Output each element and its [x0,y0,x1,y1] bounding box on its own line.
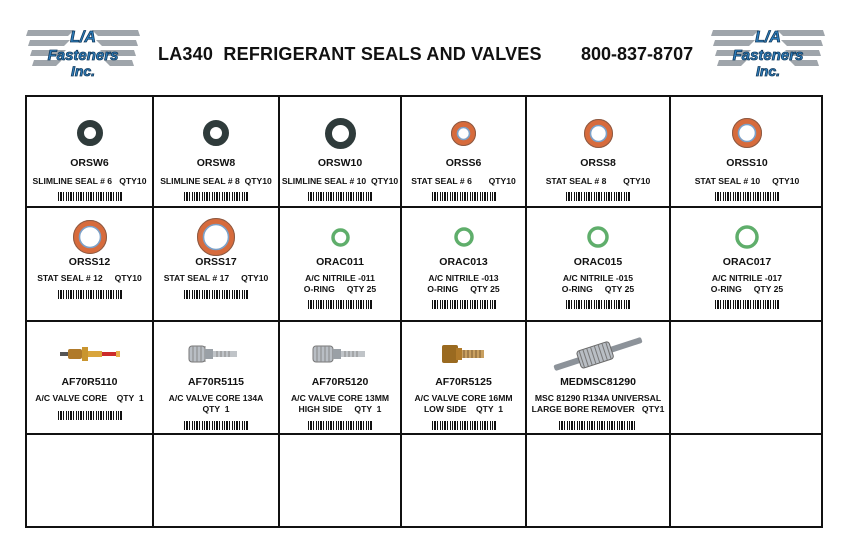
green-oring-icon [402,225,525,249]
part-description: STAT SEAL # 8 QTY10 [545,176,651,186]
stat-seal-icon [154,216,278,258]
part-number: AF70R5125 [435,376,492,388]
barcode [308,192,372,201]
part-description: A/C NITRILE -015 O-RING QTY 25 [561,273,635,294]
dark-oring-icon [27,118,152,148]
part-description: MSC 81290 R134A UNIVERSAL LARGE BORE REMOVER QTY1 [531,393,665,414]
part-description: SLIMLINE SEAL # 8 QTY10 [160,176,272,186]
product-cell [527,322,669,433]
part-number: ORSW10 [317,157,363,169]
part-number: ORAC015 [573,256,623,268]
part-number: ORSS8 [580,157,616,169]
valve-core-134a-icon [154,334,278,374]
stat-seal-icon [527,117,669,150]
part-number: ORAC011 [316,256,364,268]
product-cell [402,322,525,433]
part-description: STAT SEAL # 6 QTY10 [411,176,516,186]
part-number: MEDMSC81290 [560,376,636,388]
part-description: A/C VALVE CORE 16MM LOW SIDE QTY 1 [414,393,513,414]
stat-seal-icon [671,116,823,150]
product-cell [154,208,278,320]
part-number: ORSS10 [726,157,768,169]
green-oring-icon [280,226,400,249]
product-cell [527,97,669,206]
barcode [58,411,122,420]
product-cell [154,322,278,433]
part-description: STAT SEAL # 10 QTY10 [694,176,800,186]
barcode [566,192,630,201]
barcode [715,192,779,201]
part-number: ORAC013 [439,256,488,268]
part-description: STAT SEAL # 12 QTY10 [37,273,142,283]
green-oring-icon [671,223,823,251]
product-cell [280,97,400,206]
barcode [308,300,372,309]
svg-text:Inc.: Inc. [70,63,96,79]
part-number: ORSS12 [68,256,111,268]
dark-oring-icon [154,118,278,148]
svg-text:L/A: L/A [755,29,781,46]
svg-text:Fasteners: Fasteners [732,47,804,64]
barcode [432,421,496,430]
barcode [308,421,372,430]
part-description: A/C VALVE CORE 134A QTY 1 [168,393,264,414]
part-number: ORAC017 [722,256,772,268]
barcode [58,192,122,201]
grid-divider [27,433,821,435]
barcode [559,421,637,430]
barcode [432,192,496,201]
product-cell [280,208,400,320]
barcode [184,290,248,299]
green-oring-icon [527,224,669,250]
part-description: A/C NITRILE -017 O-RING QTY 25 [710,273,784,294]
la-fasteners-logo-left [24,22,142,94]
barcode [432,300,496,309]
product-cell [402,97,525,206]
barcode [184,192,248,201]
dark-oring-icon [280,116,400,151]
part-description: SLIMLINE SEAL # 10 QTY10 [281,176,399,186]
svg-text:Fasteners: Fasteners [47,47,119,64]
product-cell [27,322,152,433]
svg-text:Inc.: Inc. [755,63,781,79]
page-title: LA340 REFRIGERANT SEALS AND VALVES [158,44,542,64]
barcode [566,300,630,309]
product-cell [671,97,823,206]
part-description: STAT SEAL # 17 QTY10 [163,273,269,283]
valve-core-16mm-icon [402,334,525,374]
part-number: AF70R5120 [311,376,369,388]
part-number: ORSS17 [195,256,237,268]
svg-text:L/A: L/A [70,29,96,46]
part-description: A/C NITRILE -013 O-RING QTY 25 [427,273,500,294]
valve-core-icon [27,334,152,374]
barcode [58,290,122,299]
product-cell [527,208,669,320]
part-number: AF70R5110 [61,376,118,388]
stat-seal-icon [27,218,152,256]
parts-grid [25,95,823,528]
part-description: A/C VALVE CORE QTY 1 [35,393,144,403]
part-description: SLIMLINE SEAL # 6 QTY10 [32,176,147,186]
valve-core-13mm-icon [280,334,400,374]
barcode [715,300,779,309]
product-cell [27,97,152,206]
part-number: AF70R5115 [187,376,245,388]
la-fasteners-logo-right [709,22,827,94]
stat-seal-icon [402,119,525,148]
product-cell [154,97,278,206]
part-number: ORSW6 [70,157,109,169]
barcode [184,421,248,430]
part-number: ORSS6 [445,157,482,169]
product-cell [671,208,823,320]
product-cell [402,208,525,320]
product-cell [280,322,400,433]
core-remover-tool-icon [527,334,669,374]
product-cell [27,208,152,320]
part-description: A/C NITRILE -011 O-RING QTY 25 [303,273,377,294]
part-number: ORSW8 [196,157,236,169]
part-description: A/C VALVE CORE 13MM HIGH SIDE QTY 1 [290,393,390,414]
phone-number: 800-837-8707 [581,44,694,64]
